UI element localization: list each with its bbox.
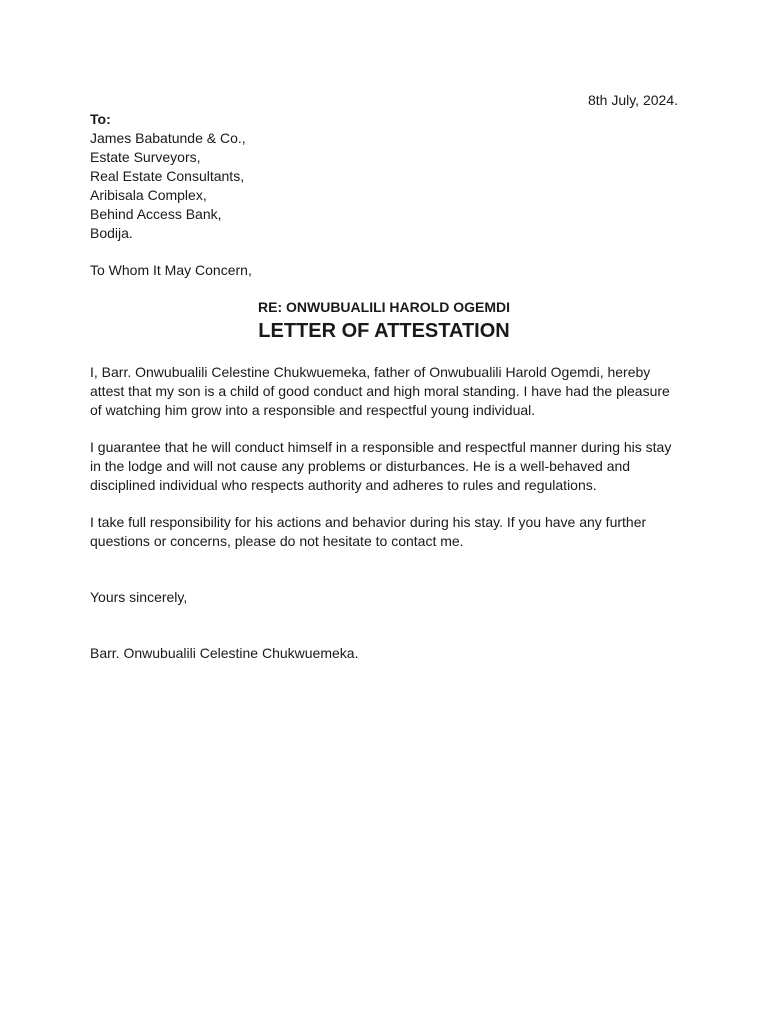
- address-line: Bodija.: [90, 225, 133, 241]
- address-line: James Babatunde & Co.,: [90, 130, 246, 146]
- document-title: LETTER OF ATTESTATION: [258, 320, 510, 342]
- body-paragraph: I take full responsibility for his actions and behavior during his stay. If you have any further questions or concerns, please do not hesitate to contact me.: [90, 514, 647, 549]
- address-line: Estate Surveyors,: [90, 149, 201, 165]
- signature-name: Barr. Onwubualili Celestine Chukwuemeka.: [90, 645, 359, 661]
- address-line: Aribisala Complex,: [90, 187, 207, 203]
- closing: Yours sincerely,: [90, 589, 188, 605]
- salutation: To Whom It May Concern,: [90, 262, 252, 278]
- subject-line: RE: ONWUBUALILI HAROLD OGEMDI: [258, 299, 510, 315]
- to-label: To:: [90, 111, 111, 127]
- body-paragraph: I guarantee that he will conduct himself in a responsible and respectful manner during his stay in the lodge and will not cause any problems or disturbances. He is a well-behaved and disciplined individual who respects authority and adheres to rules and regulations.: [90, 439, 672, 493]
- body-paragraph: I, Barr. Onwubualili Celestine Chukwuemeka, father of Onwubualili Harold Ogemdi, hereby attest that my son is a child of good conduct and high moral standing. I have had the pleasure of watching him grow into a responsible and respectful young individual.: [90, 364, 670, 418]
- address-line: Behind Access Bank,: [90, 206, 222, 222]
- addressee-block: [90, 110, 246, 243]
- letter-date: 8th July, 2024.: [587, 92, 678, 108]
- address-line: Real Estate Consultants,: [90, 168, 245, 184]
